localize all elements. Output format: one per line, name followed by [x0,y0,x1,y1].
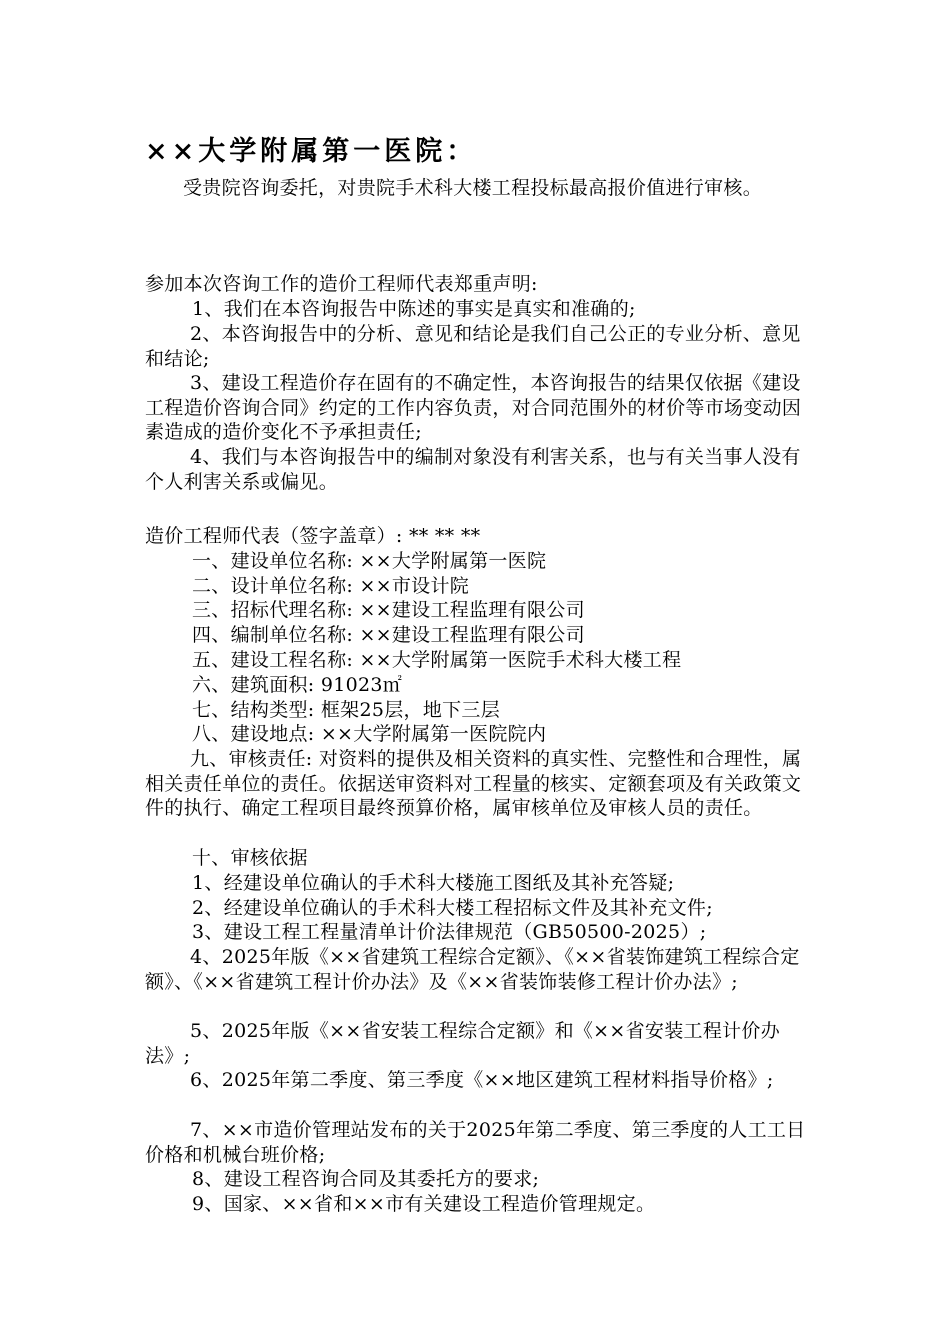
addressee-title: ××大学附属第一医院： [145,136,478,167]
declaration-item: 4、我们与本咨询报告中的编制对象没有利害关系，也与有关当事人没有个人利害关系或偏见。 [145,446,801,493]
info-item: 二、设计单位名称: ××市设计院 [192,575,470,597]
intro-paragraph: 受贵院咨询委托，对贵院手术科大楼工程投标最高报价值进行审核。 [183,177,763,199]
info-item: 三、招标代理名称: ××建设工程监理有限公司 [192,599,585,621]
review-responsibility: 九、审核责任: 对资料的提供及相关资料的真实性、完整性和合理性，属相关责任单位的责任。依据送审资料对工程量的核实、定额套项及有关政策文件的执行、确定工程项目最终预算价格，属审核单位及审核人员的责任。 [145,748,802,819]
basis-item: 6、2025年第二季度、第三季度《××地区建筑工程材料指导价格》; [190,1069,774,1091]
info-item: 八、建设地点: ××大学附属第一医院院内 [192,723,547,745]
basis-item: 8、建设工程咨询合同及其委托方的要求; [192,1168,540,1190]
basis-item: 2、经建设单位确认的手术科大楼工程招标文件及其补充文件; [192,897,713,919]
declaration-item: 1、我们在本咨询报告中陈述的事实是真实和准确的; [192,298,636,320]
basis-item: 9、国家、××省和××市有关建设工程造价管理规定。 [192,1193,656,1215]
info-item: 一、建设单位名称: ××大学附属第一医院 [192,550,547,572]
declaration-item: 2、本咨询报告中的分析、意见和结论是我们自己公正的专业分析、意见和结论; [145,323,801,370]
basis-item: 1、经建设单位确认的手术科大楼施工图纸及其补充答疑; [192,872,675,894]
declaration-item: 3、建设工程造价存在固有的不确定性，本咨询报告的结果仅依据《建设工程造价咨询合同》约定的工作内容负责，对合同范围外的材价等市场变动因素造成的造价变化不予承担责任; [145,372,802,443]
basis-item: 4、2025年版《××省建筑工程综合定额》、《××省装饰建筑工程综合定额》、《××省建筑工程计价办法》及《××省装饰装修工程计价办法》; [145,946,800,993]
signature-line: 造价工程师代表（签字盖章）: ** ** ** [145,525,481,547]
basis-item: 5、2025年版《××省安装工程综合定额》和《××省安装工程计价办法》; [145,1020,781,1067]
info-item: 五、建设工程名称: ××大学附属第一医院手术科大楼工程 [192,649,682,671]
info-item: 六、建筑面积: 91023㎡ [192,674,403,696]
declaration-heading: 参加本次咨询工作的造价工程师代表郑重声明: [145,273,538,295]
basis-item: 7、××市造价管理站发布的关于2025年第二季度、第三季度的人工工日价格和机械台班价格; [145,1119,806,1166]
info-item: 七、结构类型: 框架25层，地下三层 [192,699,501,721]
info-item: 四、编制单位名称: ××建设工程监理有限公司 [192,624,585,646]
basis-item: 3、建设工程工程量清单计价法律规范（GB50500-2025）; [192,921,707,943]
review-basis-heading: 十、审核依据 [192,847,308,869]
